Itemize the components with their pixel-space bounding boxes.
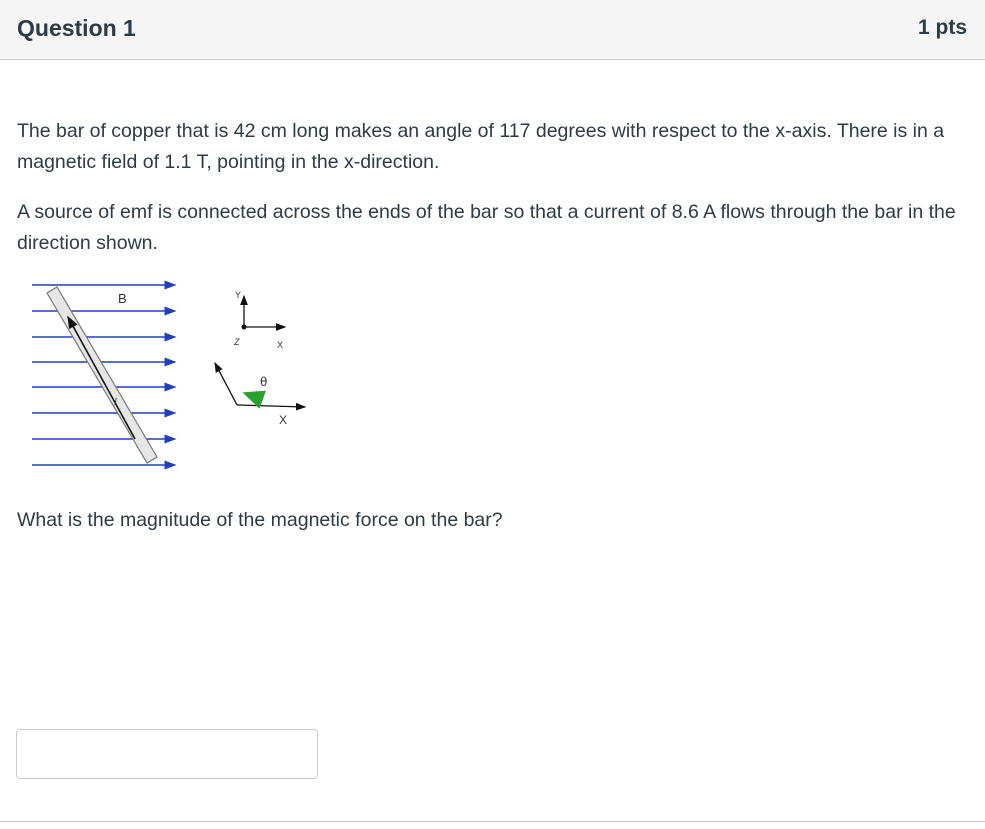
axes-triad [233,290,285,350]
question-points: 1 pts [917,16,967,39]
angle-label: θ [260,375,268,389]
z-axis-dot [242,325,247,330]
bar-direction-arrow [215,363,237,405]
question-title: Question 1 [17,15,136,41]
angle-x-label: X [279,413,288,427]
axis-x-label: X [277,340,284,350]
angle-arc-icon [247,394,259,406]
question-prompt: What is the magnitude of the magnetic force on the bar? [17,509,503,531]
question-header [0,0,985,60]
field-label: B [118,291,127,306]
copper-bar [47,287,157,463]
axis-z-label: Z [234,337,240,347]
question-paragraph-2: A source of emf is connected across the ends of the bar so that a current of 8.6 A flows through the bar in the direction shown. [17,201,956,254]
angle-diagram [215,363,305,427]
question-paragraph-1: The bar of copper that is 42 cm long makes an angle of 117 degrees with respect to the x-axis. There is in a magnetic field of 1.1 T, pointing in the x-direction. [17,120,945,173]
current-label: I [114,397,117,407]
x-reference-arrow [237,405,305,407]
axis-y-label: Y [235,290,242,300]
current-arrow [68,317,135,439]
bottom-divider [0,821,985,822]
magnetic-field-figure [15,272,315,472]
answer-input[interactable] [16,729,318,779]
